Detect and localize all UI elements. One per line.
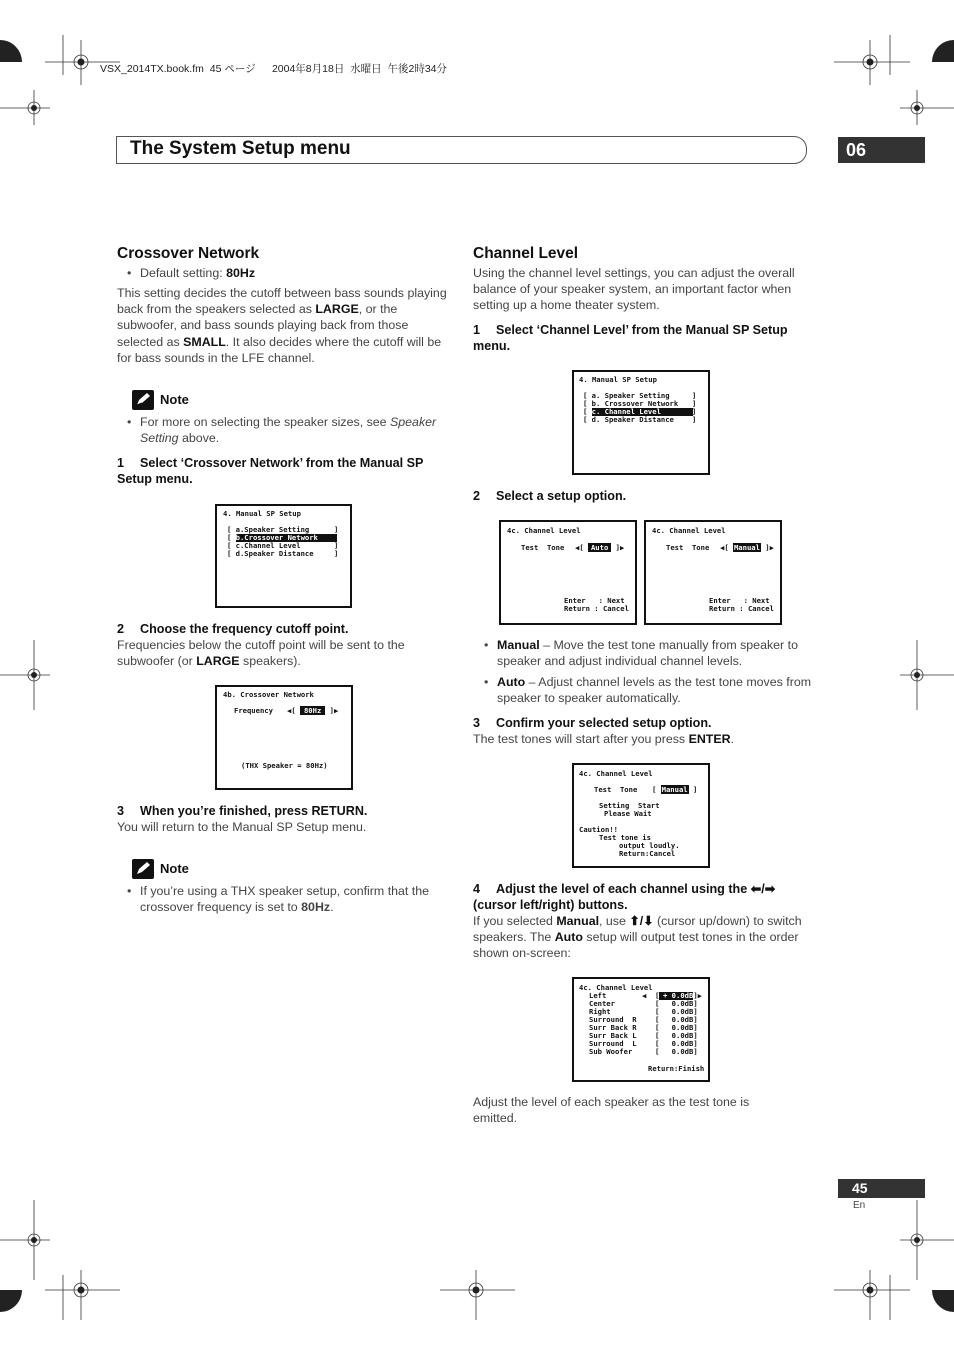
channel-value: [ 0.0dB] [642,1007,698,1016]
bullet-manual: • Manual – Move the test tone manually from speaker to speaker and adjust individual channel levels. [484,638,798,669]
channel-level-intro: Using the channel level settings, you can adjust the overall balance of your speaker system, an important factor when setting up a home theater system. [473,266,795,313]
channel-step-3: 3 Confirm your selected setup option. [473,716,712,730]
osd-test-tone-manual: 4c. Channel Level Test Tone ◀[ Manual ]▶ Enter : Next Return : Cancel [644,520,782,625]
channel-value: [ 0.0dB] [642,1039,698,1048]
osd-test-tone-start: 4c. Channel Level Test Tone [ Manual ] Setting Start Please Wait Caution!! Test tone is output loudly. Return:Cancel [572,763,710,868]
channel-value: ◀ [ + 0.0dB]▶ [642,991,702,1000]
page-number: 45 [838,1179,925,1198]
up-down-arrow-icon: ⬆/⬇ [629,914,654,928]
page-language: En [853,1200,866,1211]
page-title: The System Setup menu [130,138,351,159]
left-right-arrow-icon: ⬅/➡ [750,882,776,896]
channel-name: Surr Back L [589,1031,637,1040]
osd-manual-sp-setup: 4. Manual SP Setup [ a. Speaker Setting [ b. Crossover Network [ c. Channel Level [ d. Speaker Distance ] ] ] ] [572,370,710,475]
channel-step-4-text: If you selected Manual, use ⬆/⬇ (cursor up/down) to switch speakers. The Auto setup will output test tones in the order shown on-screen: [473,914,802,961]
note-text: • If you’re using a THX speaker setup, confirm that the crossover frequency is set to 80Hz. [127,884,430,915]
channel-step-3-text: The test tones will start after you press ENTER. [473,732,735,746]
channel-step-2: 2 Select a setup option. [473,489,627,503]
crossover-step-1: 1 Select ‘Crossover Network’ from the Manual SP Setup menu. [117,456,424,486]
crossover-intro: This setting decides the cutoff between bass sounds playing back from the speakers selected as LARGE, or the subwoofer, and bass sounds playing back from those selected as SMALL. It also decides where the cutoff will be for bass sounds in the LFE channel. [117,286,447,365]
channel-name: Surround L [589,1039,637,1048]
channel-name: Surround R [589,1015,637,1024]
osd-crossover-network: 4b. Crossover Network Frequency ◀[ 80Hz ]▶ (THX Speaker = 80Hz) [215,685,353,790]
channel-value: [ 0.0dB] [642,1015,698,1024]
channel-closing-text: Adjust the level of each speaker as the test tone is emitted. [473,1095,750,1126]
note-title: Note [160,861,189,876]
channel-name: Surr Back R [589,1023,637,1032]
note-text: • For more on selecting the speaker sizes, see Speaker Setting above. [127,415,437,446]
print-header: VSX_2014TX.book.fm 45 ページ 2004年8月18日 水曜日 午後2時34分 [100,63,448,75]
note-title: Note [160,392,189,407]
osd-channel-levels: 4c. Channel Level Return:Finish Left ◀ [ + 0.0dB]▶ Center [ 0.0dB] Right [ 0.0dB] Surround R [ 0.0dB] Surr Back R [ 0.0dB] Surr Back L [ 0.0dB] Surround L [ 0.0dB] Sub Woofer [ 0.0dB] [572,977,710,1082]
crossover-step-2: 2 Choose the frequency cutoff point. [117,622,349,636]
channel-level-heading: Channel Level [473,245,579,262]
note-icon [132,390,154,410]
chapter-number: 06 [838,137,925,163]
channel-name: Sub Woofer [589,1047,633,1056]
channel-value: [ 0.0dB] [642,999,698,1008]
channel-step-1: 1 Select ‘Channel Level’ from the Manual SP Setup menu. [473,323,788,353]
channel-value: [ 0.0dB] [642,1047,698,1056]
crossover-step-3: 3 When you’re finished, press RETURN. [117,804,368,818]
crossover-heading: Crossover Network [117,245,260,262]
channel-value: [ 0.0dB] [642,1023,698,1032]
osd-manual-sp-setup: 4. Manual SP Setup [ a.Speaker Setting [ b.Crossover Network [ c.Channel Level [ d.Speaker Distance ] ] ] ] [215,504,352,608]
crossover-step-3-text: You will return to the Manual SP Setup menu. [117,820,367,834]
note-icon [132,859,154,879]
channel-value: [ 0.0dB] [642,1031,698,1040]
channel-name: Center [589,999,615,1008]
default-setting: • Default setting: 80Hz [127,266,256,280]
bullet-auto: • Auto – Adjust channel levels as the test tone moves from speaker to speaker automatically. [484,675,812,706]
osd-test-tone-auto: 4c. Channel Level Test Tone ◀[ Auto ]▶ Enter : Next Return : Cancel [499,520,637,625]
channel-step-4: 4 Adjust the level of each channel using the ⬅/➡ (cursor left/right) buttons. [473,882,776,912]
channel-name: Left [589,991,607,1000]
crossover-step-2-text: Frequencies below the cutoff point will be sent to the subwoofer (or LARGE speakers). [117,638,405,669]
channel-name: Right [589,1007,611,1016]
